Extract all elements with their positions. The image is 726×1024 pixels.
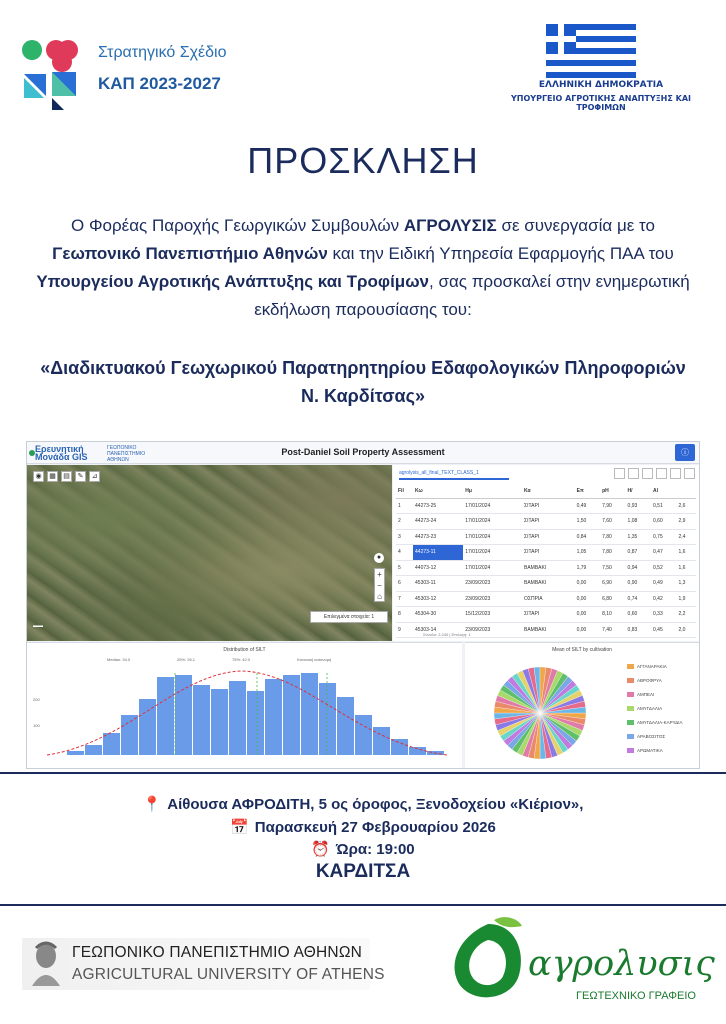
table-cell: 0,51	[651, 498, 676, 514]
agrolysis-subtitle: ΓΕΩΤΕΧΝΙΚΟ ΓΡΑΦΕΙΟ	[576, 990, 696, 1002]
table-cell: 3	[396, 529, 413, 545]
table-row[interactable]	[396, 529, 696, 545]
hist-y-tick-200: 200	[33, 697, 40, 702]
table-cell: 7,60	[600, 514, 625, 530]
aua-name-english: AGRICULTURAL UNIVERSITY OF ATHENS	[72, 966, 385, 983]
table-cell: 44273-11	[413, 545, 463, 561]
app-header	[27, 442, 699, 464]
legend-item[interactable]	[627, 743, 683, 757]
table-cell: 1,35	[626, 529, 651, 545]
table-cell: 1,3	[676, 576, 696, 592]
legend-label: ΑΜΥΓΔΑΛΙΑ-ΚΑΡΥΔΙΑ	[637, 719, 683, 725]
table-cell: 0,74	[626, 591, 651, 607]
table-cell: 7,50	[600, 560, 625, 576]
histogram-bar	[409, 747, 426, 755]
legend-item[interactable]	[627, 729, 683, 743]
histogram-panel	[27, 642, 462, 769]
table-column-header[interactable]: Al	[651, 484, 676, 498]
histogram-bar	[103, 733, 120, 755]
legend-item[interactable]	[627, 659, 683, 673]
legend-label: ΑΓΓΑΝΑΡΑΚΙΑ	[637, 663, 667, 669]
time-text: Ώρα: 19:00	[336, 841, 415, 858]
table-row[interactable]	[396, 591, 696, 607]
table-footer: Σύνολο: 2.240 | Επιλογή: 1	[423, 632, 471, 637]
table-row[interactable]	[396, 576, 696, 592]
filter-icon[interactable]: ⊿	[89, 471, 100, 482]
table-cell: 0,60	[651, 514, 676, 530]
ministry-name: ΥΠΟΥΡΓΕΙΟ ΑΓΡΟΤΙΚΗΣ ΑΝΑΠΤΥΞΗΣ ΚΑΙ ΤΡΟΦΙΜΩΝ	[511, 94, 691, 112]
kap-logo	[22, 30, 250, 122]
app-brand-sub: ΓΕΩΠΟΝΙΚΟ ΠΑΝΕΠΙΣΤΗΜΙΟ ΑΘΗΝΩΝ	[107, 445, 146, 463]
histogram-bar	[301, 673, 318, 755]
intro-text-3: και την Ειδική Υπηρεσία Εφαρμογής ΠΑΑ του	[327, 244, 674, 263]
table-cell: 2,9	[676, 514, 696, 530]
table-header-row	[396, 484, 696, 498]
table-cell: 45303-12	[413, 591, 463, 607]
table-cell: 0,83	[626, 622, 651, 638]
attribute-table	[396, 484, 696, 638]
layers-icon[interactable]: ◉	[33, 471, 44, 482]
histogram-bar	[193, 685, 210, 755]
map-scale-icon: ▬▬	[33, 623, 43, 629]
table-cell: 1,05	[575, 545, 600, 561]
table-cell: 0,49	[651, 576, 676, 592]
table-cell: 1,9	[676, 591, 696, 607]
legend-swatch	[627, 692, 634, 697]
date-text: Παρασκευή 27 Φεβρουαρίου 2026	[254, 819, 496, 836]
hist-legend-q3: 75%: 42.0	[232, 657, 251, 662]
table-cell: 1,50	[575, 514, 600, 530]
table-cell: 7,80	[600, 545, 625, 561]
table-cell: ΣΙΤΑΡΙ	[522, 545, 575, 561]
refresh-icon[interactable]	[642, 468, 653, 479]
table-cell: 44073-12	[413, 560, 463, 576]
aua-name-greek: ΓΕΩΠΟΝΙΚΟ ΠΑΝΕΠΙΣΤΗΜΙΟ ΑΘΗΝΩΝ	[72, 944, 363, 961]
histogram-chart	[27, 643, 462, 769]
table-column-header[interactable]: Κα	[522, 484, 575, 498]
table-cell: 2,4	[676, 529, 696, 545]
table-cell: ΟΣΠΡΙΑ	[522, 591, 575, 607]
table-column-header[interactable]: Ημ	[463, 484, 522, 498]
histogram-bar	[121, 715, 138, 755]
table-cell: 2,6	[676, 498, 696, 514]
aua-logo	[22, 938, 385, 990]
table-row[interactable]	[396, 545, 696, 561]
table-cell: 2,0	[676, 622, 696, 638]
divider-bottom	[0, 904, 726, 906]
table-cell: 1,79	[575, 560, 600, 576]
table-column-header[interactable]: H/	[626, 484, 651, 498]
legend-swatch	[627, 734, 634, 739]
intro-university: Γεωπονικό Πανεπιστήμιο Αθηνών	[52, 244, 328, 263]
table-icon[interactable]: ▤	[61, 471, 72, 482]
table-cell: 0,00	[575, 591, 600, 607]
table-cell: 0,90	[626, 576, 651, 592]
legend-swatch	[627, 720, 634, 725]
table-cell: 7	[396, 591, 413, 607]
table-cell: 0,52	[651, 560, 676, 576]
histogram-bar	[211, 689, 228, 755]
legend-label: ΑΡΩΜΑΤΙΚΑ	[637, 747, 663, 753]
aua-emblem-icon	[26, 940, 66, 988]
intro-text-1: Ο Φορέας Παροχής Γεωργικών Συμβουλών	[71, 216, 404, 235]
table-cell: 0,45	[651, 622, 676, 638]
info-button[interactable]	[675, 444, 695, 461]
zoom-control[interactable]	[374, 568, 385, 602]
legend-item[interactable]	[627, 673, 683, 687]
table-cell: 23/09/2023	[463, 622, 522, 638]
table-tab[interactable]: agrolysis_all_final_TEXT_CLASS_1	[399, 470, 509, 480]
histogram-bar	[391, 739, 408, 755]
histogram-bar	[373, 727, 390, 755]
table-cell: 0,00	[575, 622, 600, 638]
event-venue	[0, 795, 726, 813]
table-cell: 45304-30	[413, 607, 463, 623]
legend-item[interactable]	[627, 687, 683, 701]
legend-swatch	[627, 706, 634, 711]
table-cell: 0,47	[651, 545, 676, 561]
histogram-bar	[157, 677, 174, 755]
agrolysis-leaf-icon	[448, 916, 528, 1008]
table-cell: ΣΙΤΑΡΙ	[522, 514, 575, 530]
table-cell: 44273-24	[413, 514, 463, 530]
table-cell: 7,80	[600, 529, 625, 545]
table-row[interactable]	[396, 514, 696, 530]
table-cell: 17/01/2024	[463, 545, 522, 561]
pie-panel	[465, 642, 699, 769]
table-cell: 0,84	[575, 529, 600, 545]
export-icon[interactable]	[670, 468, 681, 479]
table-cell: ΣΙΤΑΡΙ	[522, 529, 575, 545]
legend-item[interactable]	[627, 701, 683, 715]
intro-paragraph	[30, 212, 696, 324]
intro-text-4: , σας προσκαλεί στην ενημερωτική εκδήλωση παρουσίασης του:	[254, 272, 690, 319]
draw-icon[interactable]: ✎	[75, 471, 86, 482]
pie-chart	[465, 643, 615, 769]
table-cell: 2	[396, 514, 413, 530]
histogram-bar	[67, 751, 84, 755]
histogram-bar	[337, 697, 354, 755]
table-cell: 0,42	[651, 591, 676, 607]
table-cell: 0,60	[626, 607, 651, 623]
table-cell: 0,94	[626, 560, 651, 576]
table-cell: 6	[396, 576, 413, 592]
close-icon[interactable]	[684, 468, 695, 479]
hist-y-tick-100: 100	[33, 723, 40, 728]
map-toolbar	[33, 471, 100, 483]
page-title: ΠΡΟΣΚΛΗΣΗ	[247, 140, 479, 181]
legend-label: ΑΜΠΕΛΙ	[637, 691, 655, 697]
app-screenshot	[26, 441, 700, 769]
table-cell: 1,6	[676, 560, 696, 576]
table-cell: ΣΙΤΑΡΙ	[522, 607, 575, 623]
pie-legend	[627, 659, 683, 757]
attribute-table-panel	[393, 465, 699, 641]
greek-flag-icon	[546, 24, 636, 78]
table-cell: 6,80	[600, 591, 625, 607]
info-icon: ⓘ	[681, 448, 689, 457]
zoom-to-icon[interactable]	[628, 468, 639, 479]
satellite-map[interactable]	[27, 465, 392, 641]
event-city: ΚΑΡΔΙΤΣΑ	[315, 861, 411, 882]
location-pin-icon[interactable]: ●	[374, 553, 384, 563]
table-column-header[interactable]: Fil	[396, 484, 413, 498]
histogram-bar	[355, 715, 372, 755]
table-column-header[interactable]: Κω	[413, 484, 463, 498]
agrolysis-logo	[448, 910, 715, 1010]
table-column-header[interactable]: Επ	[575, 484, 600, 498]
hist-legend-q1: 25%: 26.1	[177, 657, 196, 662]
home-icon[interactable]: ⌂	[377, 592, 382, 601]
histogram-bar	[247, 691, 264, 755]
venue-text: Αίθουσα ΑΦΡΟΔΙΤΗ, 5 ος όροφος, Ξενοδοχείου «Κιέριον»,	[167, 796, 584, 813]
kap-title: Στρατηγικό Σχέδιο	[98, 44, 227, 61]
histogram-bar	[175, 675, 192, 755]
table-cell: 7,40	[600, 622, 625, 638]
hist-legend-median: Median: 34.0	[107, 657, 131, 662]
kap-period: ΚΑΠ 2023-2027	[98, 74, 221, 93]
agrolysis-name: αγρολυσις	[528, 944, 715, 984]
table-cell: 0,00	[575, 576, 600, 592]
legend-swatch	[627, 748, 634, 753]
table-cell: 44273-23	[413, 529, 463, 545]
table-row[interactable]	[396, 560, 696, 576]
event-time	[0, 840, 726, 858]
table-cell: 45303-11	[413, 576, 463, 592]
table-cell: 4	[396, 545, 413, 561]
table-cell: 17/01/2024	[463, 514, 522, 530]
table-cell: 1,08	[626, 514, 651, 530]
table-cell: ΒΑΜΒΑΚΙ	[522, 560, 575, 576]
histogram-bar	[85, 745, 102, 755]
table-cell: 17/01/2024	[463, 529, 522, 545]
app-brand: Ερευνητική Μονάδα GIS	[35, 444, 88, 462]
table-column-header[interactable]	[676, 484, 696, 498]
table-cell: 0,93	[626, 498, 651, 514]
calendar-icon: 📅	[230, 819, 249, 836]
selected-features-button[interactable]: Επιλεγμένα στοιχεία: 1	[310, 611, 388, 623]
table-cell: 0,87	[626, 545, 651, 561]
ministry-logo	[496, 24, 706, 124]
table-cell: 0,75	[651, 529, 676, 545]
table-cell: 44273-25	[413, 498, 463, 514]
app-title: Post-Daniel Soil Property Assessment	[281, 447, 445, 457]
hist-legend-normal: Κανονική κατανομή	[297, 657, 332, 662]
legend-label: ΑΜΥΓΔΑΛΙΑ	[637, 705, 663, 711]
grid-icon[interactable]: ▦	[47, 471, 58, 482]
table-cell: 7,90	[600, 498, 625, 514]
kap-emblem-icon	[22, 38, 88, 116]
table-cell: ΒΑΜΒΑΚΙ	[522, 622, 575, 638]
table-cell: ΣΙΤΑΡΙ	[522, 498, 575, 514]
intro-text-2: σε συνεργασία με το	[496, 216, 655, 235]
histogram-title: Distribution of SILT	[223, 647, 266, 653]
ministry-country: ΕΛΛΗΝΙΚΗ ΔΗΜΟΚΡΑΤΙΑ	[538, 80, 664, 90]
table-cell: 23/09/2023	[463, 591, 522, 607]
histogram-bar	[319, 683, 336, 755]
event-date	[0, 818, 726, 836]
select-icon[interactable]	[656, 468, 667, 479]
pie-title: Mean of SILT by cultivation	[552, 647, 612, 653]
legend-label: ΑΒΡΟΦΡΥΑ	[637, 677, 662, 683]
table-cell: 0,33	[651, 607, 676, 623]
table-cell: 0,00	[575, 607, 600, 623]
table-cell: 8	[396, 607, 413, 623]
clock-icon: ⏰	[311, 841, 331, 858]
legend-item[interactable]	[627, 715, 683, 729]
table-row[interactable]	[396, 607, 696, 623]
intro-ministry: Υπουργείου Αγροτικής Ανάπτυξης και Τροφίμων	[36, 272, 430, 291]
table-cell: 0,49	[575, 498, 600, 514]
table-cell: 8,10	[600, 607, 625, 623]
table-cell: 23/09/2023	[463, 576, 522, 592]
table-row[interactable]	[396, 498, 696, 514]
table-cell: 1,6	[676, 545, 696, 561]
table-cell: 6,90	[600, 576, 625, 592]
event-subject: «Διαδικτυακού Γεωχωρικού Παρατηρητηρίου Εδαφολογικών Πληροφοριών Ν. Καρδίτσας»	[40, 358, 686, 406]
histogram-bar	[265, 679, 282, 755]
zoom-in-icon[interactable]: +	[377, 570, 382, 579]
pin-icon: 📍	[142, 796, 162, 813]
table-cell: 2,2	[676, 607, 696, 623]
legend-swatch	[627, 664, 634, 669]
table-cell: 9	[396, 622, 413, 638]
divider-top	[0, 772, 726, 774]
table-cell: ΒΑΜΒΑΚΙ	[522, 576, 575, 592]
columns-icon[interactable]	[614, 468, 625, 479]
table-cell: 5	[396, 560, 413, 576]
legend-label: ΑΡΑΒΟΣΙΤΟΣ	[637, 733, 666, 739]
table-cell: 17/01/2024	[463, 498, 522, 514]
legend-swatch	[627, 678, 634, 683]
histogram-bar	[229, 681, 246, 755]
table-column-header[interactable]: pH	[600, 484, 625, 498]
table-toolbar	[614, 468, 695, 479]
table-cell: 17/01/2024	[463, 560, 522, 576]
table-cell: 1	[396, 498, 413, 514]
table-cell: 45303-14	[413, 622, 463, 638]
zoom-out-icon[interactable]: −	[377, 581, 382, 590]
intro-org: ΑΓΡΟΛΥΣΙΣ	[403, 216, 497, 235]
table-cell: 15/12/2023	[463, 607, 522, 623]
